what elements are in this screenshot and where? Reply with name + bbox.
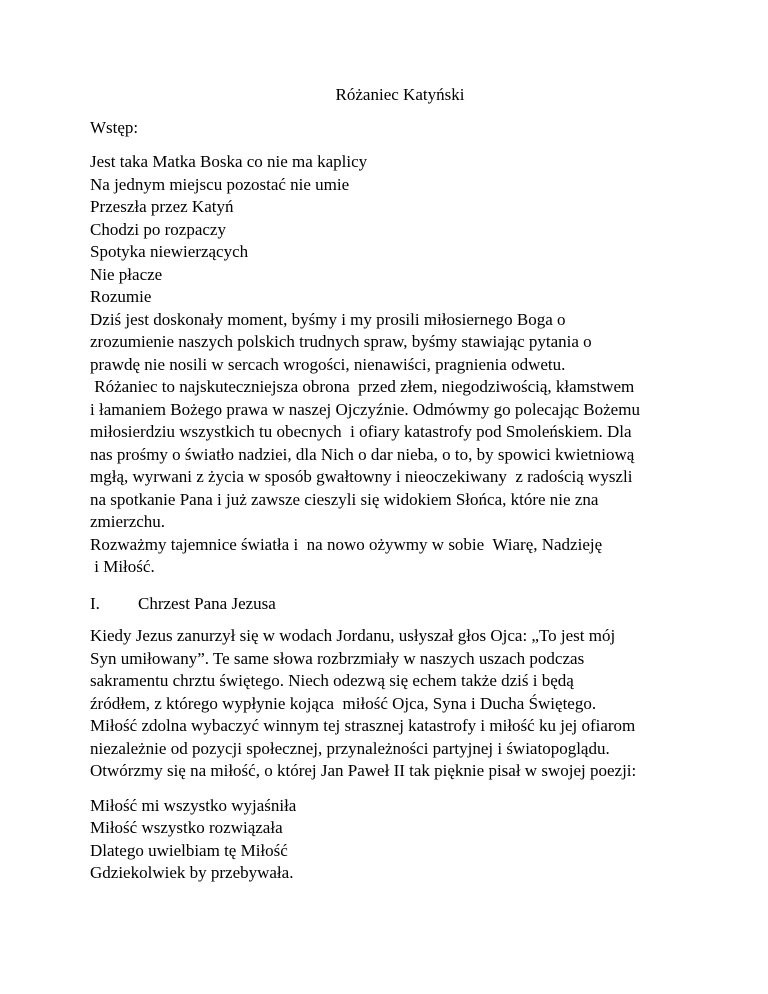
intro-paragraph [90, 309, 690, 579]
paragraph-line: źródłem, z którego wypłynie kojąca miłość Ojca, Syna i Ducha Świętego. [90, 693, 597, 713]
section-heading [90, 593, 690, 616]
paragraph-line: niezależnie od pozycji społecznej, przynależności partyjnej i światopoglądu. [90, 738, 610, 758]
section-number: I. [90, 593, 100, 613]
paragraph-gap [90, 783, 690, 795]
paragraph-line: mgłą, wyrwani z życia w sposób gwałtowny i nieoczekiwany z radością wyszli [90, 467, 633, 486]
poem-line: Miłość wszystko rozwiązała [90, 818, 283, 837]
paragraph-line: sakramentu chrztu świętego. Niech odezwą się echem także dziś i będą [90, 671, 574, 690]
paragraph-line: zrozumienie naszych polskich trudnych spraw, byśmy stawiając pytania o [90, 332, 592, 351]
paragraph-gap [90, 139, 690, 151]
poem-line: Chodzi po rozpaczy [90, 219, 226, 239]
paragraph-line: i łamaniem Bożego prawa w naszej Ojczyźnie. Odmówmy go polecając Bożemu [90, 399, 640, 419]
section-title: Chrzest Pana Jezusa [138, 593, 276, 613]
poem-block [90, 151, 690, 309]
paragraph-line: Syn umiłowany”. Te same słowa rozbrzmiały w naszych uszach podczas [90, 648, 585, 668]
paragraph-line: miłosierdziu wszystkich tu obecnych i ofiary katastrofy pod Smoleńskiem. Dla [90, 422, 632, 441]
paragraph-line: na spotkanie Pana i już zawsze cieszyli się widokiem Słońca, które nie zna [90, 489, 599, 509]
poem-line: Spotyka niewierzących [90, 242, 249, 261]
paragraph-line: prawdę nie nosili w sercach wrogości, nienawiści, pragnienia odwetu. [90, 354, 566, 374]
paragraph-line: Kiedy Jezus zanurzył się w wodach Jordanu, usłyszał głos Ojca: „To jest mój [90, 626, 616, 645]
paragraph-line: Rozważmy tajemnice światła i na nowo ożywmy w sobie Wiarę, Nadzieję [90, 534, 603, 554]
paragraph-line: Różaniec to najskuteczniejsza obrona przed złem, niegodziwością, kłamstwem [90, 377, 635, 396]
intro-heading: Wstęp: [90, 117, 139, 137]
poem-line: Jest taka Matka Boska co nie ma kaplicy [90, 152, 368, 171]
paragraph-line: i Miłość. [90, 557, 155, 576]
paragraph-line: Dziś jest doskonały moment, byśmy i my prosili miłosiernego Boga o [90, 309, 566, 329]
poem-line: Na jednym miejscu pozostać nie umie [90, 174, 350, 194]
poem-line: Miłość mi wszystko wyjaśniła [90, 795, 297, 815]
poem-line: Dlatego uwielbiam tę Miłość [90, 840, 288, 860]
document-title: Różaniec Katyński [335, 85, 465, 104]
section-paragraph [90, 625, 690, 783]
poem-line: Nie płacze [90, 264, 163, 284]
poem-line: Przeszła przez Katyń [90, 197, 234, 216]
paragraph-line: nas prośmy o światło nadziei, dla Nich o dar nieba, o to, by spowici kwietniową [90, 444, 635, 464]
paragraph-line: zmierzchu. [90, 512, 166, 531]
poem-line: Gdziekolwiek by przebywała. [90, 863, 294, 882]
paragraph-line: Otwórzmy się na miłość, o której Jan Paweł II tak pięknie pisał w swojej poezji: [90, 761, 637, 780]
document-page [90, 84, 690, 885]
poem-line: Rozumie [90, 287, 152, 306]
closing-poem-block [90, 795, 690, 885]
paragraph-line: Miłość zdolna wybaczyć winnym tej strasznej katastrofy i miłość ku jej ofiarom [90, 716, 636, 735]
